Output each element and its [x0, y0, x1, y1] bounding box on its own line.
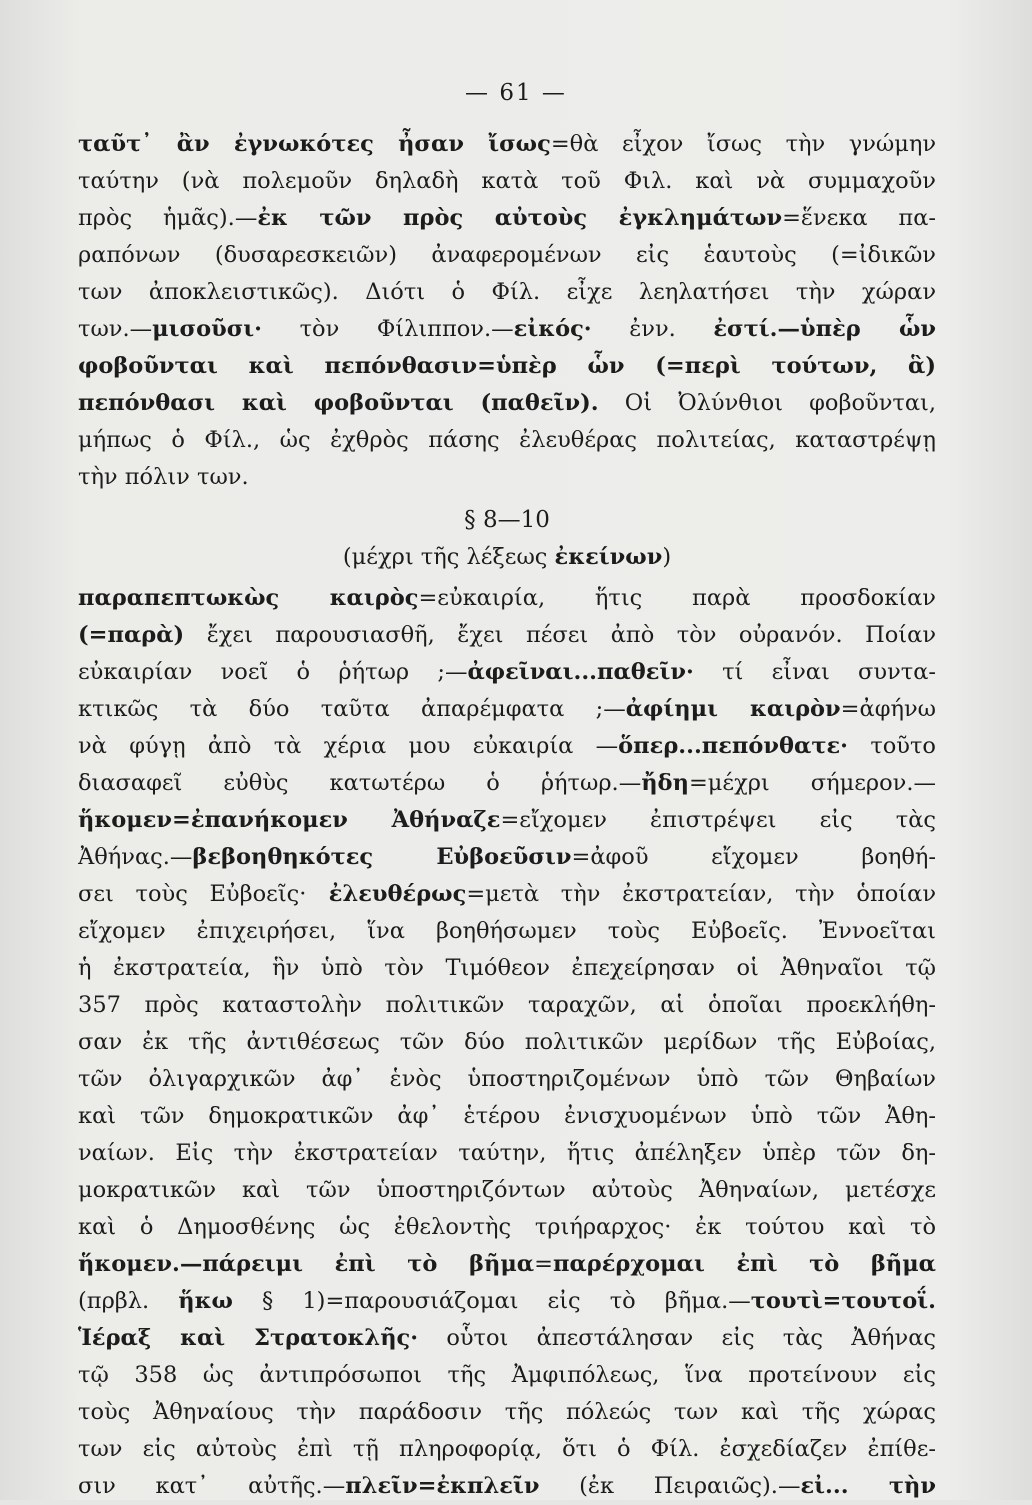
- gloss: τὸν Φίλιππον.—: [262, 316, 514, 342]
- text-line: [78, 126, 936, 163]
- gloss: =εἴχομεν ἐπιστρέψει εἰς τὰς: [500, 807, 936, 833]
- gloss: Οἱ Ὀλύνθιοι φοβοῦνται,: [598, 390, 936, 416]
- text-line: [78, 459, 936, 496]
- gloss: =ἀφοῦ εἴχομεν βοηθή-: [571, 844, 936, 870]
- lemma: μισοῦσι·: [152, 316, 262, 342]
- text-line: [78, 385, 936, 422]
- lemma: ἥκω: [178, 1288, 233, 1314]
- gloss: κτικῶς τὰ δύο ταῦτα ἀπαρέμφατα ;—: [78, 696, 626, 722]
- subheading-lemma: ἐκείνων: [554, 544, 663, 570]
- page-number: — 61 —: [465, 80, 567, 106]
- gloss: τί εἶναι συντα-: [693, 659, 936, 685]
- lemma: ἥκομεν=ἐπανήκομεν Ἀθήναζε: [78, 807, 501, 833]
- gloss: =εὐκαιρία, ἥτις παρὰ προσδοκίαν: [418, 585, 936, 611]
- text-line: [78, 1394, 936, 1431]
- gloss: νὰ φύγῃ ἀπὸ τὰ χέρια μου εὐκαιρία —: [78, 733, 619, 759]
- text-line: [78, 1098, 936, 1135]
- text-line: [78, 728, 936, 765]
- gloss: σαν ἐκ τῆς ἀντιθέσεως τῶν δύο πολιτικῶν μερίδων τῆς Εὐβοίας,: [78, 1029, 936, 1055]
- gloss: ἐνν.: [591, 316, 714, 342]
- text-line: [78, 1357, 936, 1394]
- gloss: ταύτην (νὰ πολεμοῦν δηλαδὴ κατὰ τοῦ Φιλ. καὶ νὰ συμμαχοῦν: [78, 168, 936, 194]
- gloss: (ἐκ Πειραιῶς).—: [539, 1473, 801, 1499]
- commentary-text: [78, 126, 936, 1505]
- gloss: πρὸς ἡμᾶς).—: [78, 205, 258, 231]
- gloss: τοῦτο: [848, 733, 936, 759]
- text-line: [78, 237, 936, 274]
- text-line: [78, 987, 936, 1024]
- text-line: [78, 1431, 936, 1468]
- gloss: των.—: [78, 316, 153, 342]
- text-line: [78, 422, 936, 459]
- text-line: [78, 950, 936, 987]
- lemma: πεπόνθασι καὶ φοβοῦνται (παθεῖν).: [78, 390, 599, 416]
- gloss: ραπόνων (δυσαρεσκειῶν) ἀναφερομένων εἰς ἑαυτοὺς (=ἰδικῶν: [78, 242, 936, 268]
- section-heading: § 8—10: [464, 507, 550, 533]
- gloss: μήπως ὁ Φίλ., ὡς ἐχθρὸς πάσης ἐλευθέρας πολιτείας, καταστρέψῃ: [78, 427, 936, 453]
- gloss: ἐκ τούτου καὶ τὸ: [671, 1214, 936, 1240]
- lemma: ταῦτ᾽ ἂν ἐγνωκότες ἦσαν ἴσως: [78, 131, 551, 157]
- text-line: [78, 200, 936, 237]
- lemma: πλεῖν=ἐκπλεῖν: [345, 1473, 540, 1499]
- lemma: ἀφίημι καιρὸν: [625, 696, 841, 722]
- gloss: εἴχομεν ἐπιχειρήσει, ἵνα βοηθήσωμεν τοὺς Εὐβοεῖς. Ἐννοεῖται: [78, 918, 936, 944]
- gloss: καὶ ὁ Δημοσθένης ὡς ἐθελοντὴς τριήραρχος·: [78, 1214, 672, 1240]
- gloss: ναίων. Εἰς τὴν ἐκστρατείαν ταύτην, ἥτις ἀπέληξεν ὑπὲρ τῶν δη-: [78, 1140, 936, 1166]
- lemma: τουτὶ=τουτοΐ.: [750, 1288, 936, 1314]
- lemma: ἐστί.—ὑπὲρ ὧν: [713, 316, 936, 342]
- gloss: καὶ τῶν δημοκρατικῶν ἀφ᾽ ἑτέρου ἐνισχυομένων ὑπὸ τῶν Ἀθη-: [78, 1103, 936, 1129]
- gloss: διασαφεῖ εὐθὺς κατωτέρω ὁ ῥήτωρ.—: [78, 770, 642, 796]
- gloss: § 1)=παρουσιάζομαι εἰς τὸ βῆμα.—: [232, 1288, 751, 1314]
- gloss: ἔχει παρουσιασθῆ, ἔχει πέσει ἀπὸ τὸν οὐρανόν. Ποίαν: [184, 622, 936, 648]
- gloss: (πρβλ.: [78, 1288, 179, 1314]
- gloss: =ἀφήνω: [840, 696, 936, 722]
- text-line: [78, 1320, 936, 1357]
- gloss: τῷ 358 ὡς ἀντιπρόσωποι τῆς Ἀμφιπόλεως, ἵνα προτείνουν εἰς: [78, 1362, 936, 1388]
- gloss: Ἀθήνας.—: [78, 844, 193, 870]
- gloss: =θὰ εἶχον ἴσως τὴν γνώμην: [550, 131, 936, 157]
- text-line: [78, 1024, 936, 1061]
- lemma: ἥκομεν.—πάρειμι ἐπὶ τὸ βῆμα: [78, 1251, 535, 1277]
- gloss: =: [534, 1251, 553, 1277]
- text-line: [78, 876, 936, 913]
- lemma: εἰ... τὴν: [800, 1473, 936, 1499]
- lemma: ὅπερ...πεπόνθατε·: [618, 733, 848, 759]
- text-line: [78, 311, 936, 348]
- gloss: τῶν ὀλιγαρχικῶν ἀφ᾽ ἑνὸς ὑποστηριζομένων ὑπὸ τῶν Θηβαίων: [78, 1066, 936, 1092]
- gloss: =ἕνεκα πα-: [782, 205, 936, 231]
- gloss: τὴν πόλιν των.: [78, 464, 249, 490]
- text-line: [78, 1283, 936, 1320]
- text-line: [78, 1172, 936, 1209]
- text-line: [78, 802, 936, 839]
- gloss: οὗτοι ἀπεστάλησαν εἰς τὰς Ἀθήνας: [418, 1325, 936, 1351]
- gloss: μοκρατικῶν καὶ τῶν ὑποστηριζόντων αὐτοὺς Ἀθηναίων, μετέσχε: [78, 1177, 936, 1203]
- gloss: εὐκαιρίαν νοεῖ ὁ ῥήτωρ ;—: [78, 659, 468, 685]
- lemma: φοβοῦνται καὶ πεπόνθασιν=ὑπὲρ ὧν (=περὶ τούτων, ἃ): [78, 353, 936, 379]
- gloss: =μέχρι σήμερον.—: [688, 770, 936, 796]
- gloss: των ἀποκλειστικῶς). Διότι ὁ Φίλ. εἶχε λεηλατήσει τὴν χώραν: [78, 279, 936, 305]
- text-line: [78, 163, 936, 200]
- gloss: σιν κατ᾽ αὐτῆς.—: [78, 1473, 346, 1499]
- text-line: [78, 691, 936, 728]
- gloss: σει τοὺς Εὐβοεῖς·: [78, 881, 307, 907]
- text-line: [78, 913, 936, 950]
- gloss: ἡ ἐκστρατεία, ἣν ὑπὸ τὸν Τιμόθεον ἐπεχείρησαν οἱ Ἀθηναῖοι τῷ: [78, 955, 936, 981]
- lemma: εἰκός·: [513, 316, 592, 342]
- text-line: [78, 274, 936, 311]
- lemma: παραπεπτωκὼς καιρὸς: [78, 585, 419, 611]
- lemma: ἤδη: [641, 770, 689, 796]
- lemma: παρέρχομαι ἐπὶ τὸ βῆμα: [552, 1251, 936, 1277]
- text-line: [78, 1061, 936, 1098]
- subheading-part: (μέχρι τῆς λέξεως: [342, 544, 555, 570]
- text-line: [78, 765, 936, 802]
- text-line: [78, 1468, 936, 1505]
- lemma: ἐλευθέρως: [306, 881, 467, 907]
- gloss: τοὺς Ἀθηναίους τὴν παράδοσιν τῆς πόλεώς των καὶ τῆς χώρας: [78, 1399, 936, 1425]
- gloss: 357 πρὸς καταστολὴν πολιτικῶν ταραχῶν, αἱ ὁποῖαι προεκλήθη-: [78, 992, 936, 1018]
- gloss: των εἰς αὐτοὺς ἐπὶ τῇ πληροφορίᾳ, ὅτι ὁ Φίλ. ἐσχεδίαζεν ἐπίθε-: [78, 1436, 936, 1462]
- text-line: [78, 580, 936, 617]
- lemma: (=παρὰ): [78, 622, 185, 648]
- text-line: [78, 1135, 936, 1172]
- text-line: [78, 617, 936, 654]
- lemma: ἐκ τῶν πρὸς αὐτοὺς ἐγκλημάτων: [257, 205, 783, 231]
- lemma: ἀφεῖναι...παθεῖν·: [467, 659, 694, 685]
- subheading-part: ): [662, 544, 672, 570]
- gloss: =μετὰ τὴν ἐκστρατείαν, τὴν ὁποίαν: [466, 881, 936, 907]
- text-line: [78, 839, 936, 876]
- section-subheading: [78, 539, 936, 576]
- text-line: [78, 654, 936, 691]
- text-line: [78, 1209, 936, 1246]
- text-line: [78, 1246, 936, 1283]
- text-line: [78, 348, 936, 385]
- lemma: Ἱέραξ καὶ Στρατοκλῆς·: [78, 1325, 419, 1351]
- lemma: βεβοηθηκότες Εὐβοεῦσιν: [192, 844, 572, 870]
